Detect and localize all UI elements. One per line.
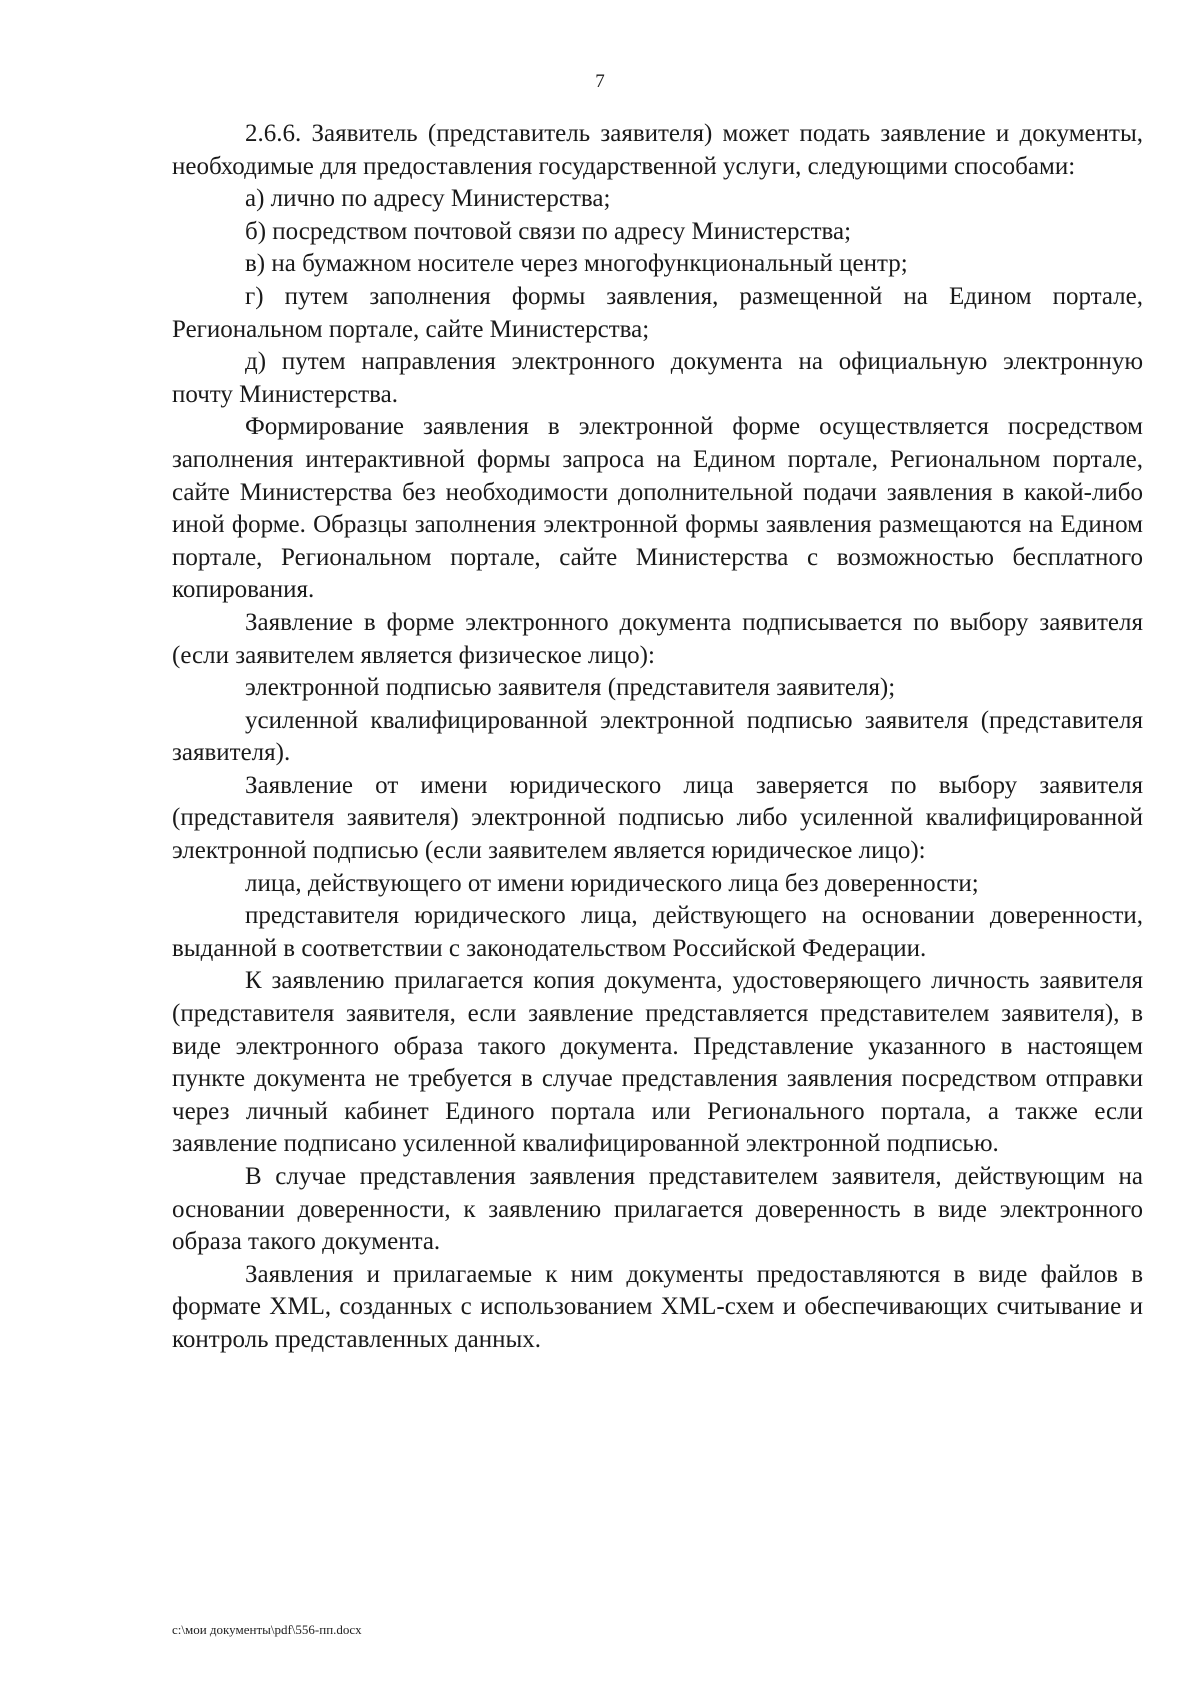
list-item-qualified-signature: усиленной квалифицированной электронной подписью заявителя (представителя заявителя). <box>172 706 1143 767</box>
list-item-without-power-of-attorney: лица, действующего от имени юридического лица без доверенности; <box>245 869 979 897</box>
paragraph-identity-document: К заявлению прилагается копия документа, удостоверяющего личность заявителя (представителя заявителя, если заявление представляется представителем заявителя), в виде электронного образа такого документа. Представление указанного в настоящем пункте документа не требуется в случае представления заявления посредством отправки через личный кабинет Единого портала или Регионального портала, а также если заявление подписано усиленной квалифицированной электронной подписью. <box>172 967 1143 1158</box>
list-item-a: а) лично по адресу Министерства; <box>245 185 611 213</box>
list-item-simple-signature: электронной подписью заявителя (представителя заявителя); <box>245 674 896 702</box>
paragraph-2-6-6: 2.6.6. Заявитель (представитель заявителя) может подать заявление и документы, необходимые для предоставления государственной услуги, следующими способами: <box>172 120 1143 180</box>
list-item-b: б) посредством почтовой связи по адресу Министерства; <box>245 217 852 245</box>
document-body <box>172 118 1143 1357</box>
paragraph-electronic-form: Формирование заявления в электронной форме осуществляется посредством заполнения интерактивной формы запроса на Едином портале, Региональном портале, сайте Министерства без необходимости дополнительной подачи заявления в какой-либо иной форме. Образцы заполнения электронной формы заявления размещаются на Едином портале, Региональном портале, сайте Министерства с возможностью бесплатного копирования. <box>172 413 1143 604</box>
list-item-g: г) путем заполнения формы заявления, размещенной на Едином портале, Региональном портале, сайте Министерства; <box>172 282 1143 343</box>
list-item-with-power-of-attorney: представителя юридического лица, действующего на основании доверенности, выданной в соответствии с законодательством Российской Федерации. <box>172 902 1143 962</box>
paragraph-signature-legal-entity: Заявление от имени юридического лица заверяется по выбору заявителя (представителя заявителя) электронной подписью либо усиленной квалифицированной электронной подписью (если заявителем является юридическое лицо): <box>172 771 1143 865</box>
list-item-d: д) путем направления электронного документа на официальную электронную почту Министерства. <box>172 348 1143 408</box>
paragraph-power-of-attorney: В случае представления заявления представителем заявителя, действующим на основании доверенности, к заявлению прилагается доверенность в виде электронного образа такого документа. <box>172 1163 1143 1256</box>
footer-file-path: c:\мои документы\pdf\556-пп.docx <box>172 1622 362 1637</box>
list-item-v: в) на бумажном носителе через многофункциональный центр; <box>245 250 908 278</box>
page-number: 7 <box>595 71 605 92</box>
paragraph-signature-individual: Заявление в форме электронного документа подписывается по выбору заявителя (если заявителем является физическое лицо): <box>172 608 1143 669</box>
paragraph-xml-format: Заявления и прилагаемые к ним документы предоставляются в виде файлов в формате XML, созданных с использованием XML-схем и обеспечивающих считывание и контроль представленных данных. <box>172 1260 1143 1353</box>
